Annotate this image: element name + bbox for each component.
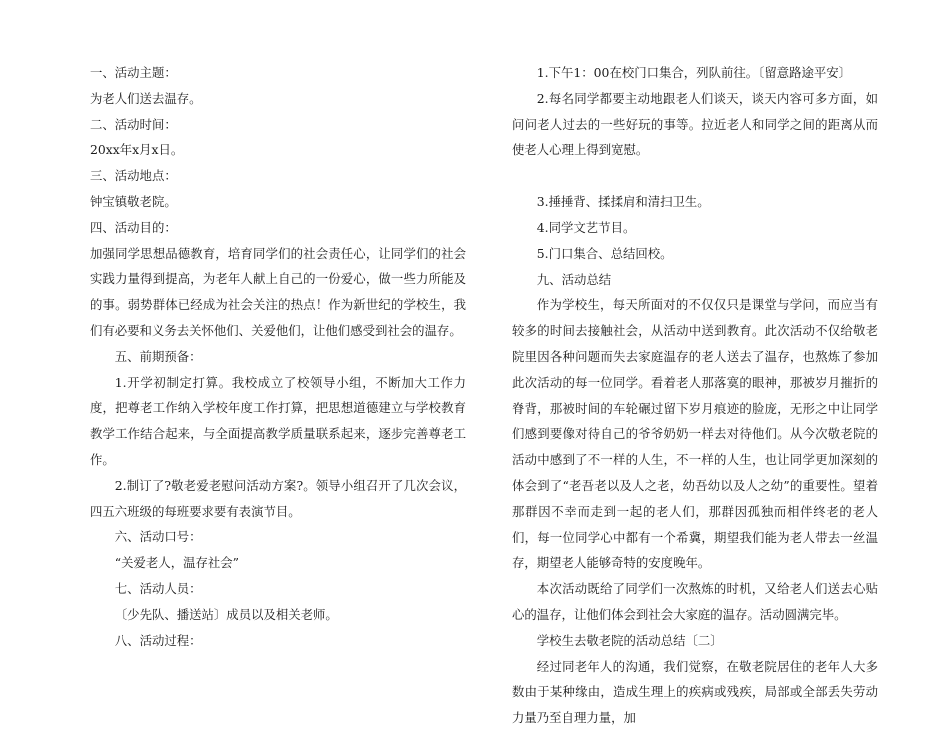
left-para-9: 五、前期预备： — [114, 348, 202, 364]
right-para-5: 5.门口集合、总结回校。 — [536, 245, 673, 261]
right-para-1: 1.下午1：00在校门口集合，列队前往。〔留意路途平安〕 — [536, 65, 852, 80]
paragraph-gap — [512, 163, 878, 189]
left-para-6: 钟宝镇敬老院。 — [90, 193, 177, 209]
right-para-8: 本次活动既给了同学们一次熬炼的时机，又给老人们送去心贴心的温存，让他们体会到社会大家庭的温存。活动圆满完毕。 — [512, 581, 878, 622]
right-para-4: 4.同学文艺节目。 — [536, 219, 636, 235]
left-para-7: 四、活动目的： — [90, 219, 177, 235]
left-para-12: 六、活动口号： — [114, 529, 202, 545]
right-para-3: 3.捶捶背、揉揉肩和清扫卫生。 — [536, 194, 710, 210]
left-para-15: 〔少先队、播送站〕成员以及相关老师。 — [114, 606, 338, 622]
right-para-10: 经过同老年人的沟通，我们觉察，在敬老院居住的老年人大多数由于某种缘由，造成生理上的疾病或残疾，局部或全部丢失劳动力量乃至自理力量，加 — [512, 658, 878, 726]
left-para-13: “关爱老人，温存社会” — [114, 555, 239, 571]
left-para-16: 八、活动过程： — [114, 632, 202, 648]
left-para-3: 二、活动时间： — [90, 116, 177, 132]
left-para-1: 一、活动主题： — [90, 65, 177, 80]
left-para-10: 1.开学初制定打算。我校成立了校领导小组，不断加大工作力度，把尊老工作纳入学校年度工作打算，把思想道德建立与学校教育教学工作结合起来，与全面提高教学质量联系起来，逐步完善尊老工作。 — [90, 374, 466, 467]
left-para-2: 为老人们送去温存。 — [90, 90, 202, 106]
right-para-2: 2.每名同学都要主动地跟老人们谈天，谈天内容可多方面，如问问老人过去的一些好玩的事等。拉近老人和同学之间的距离从而使老人心理上得到宽慰。 — [512, 90, 878, 158]
left-para-5: 三、活动地点： — [90, 168, 177, 184]
right-para-9: 学校生去敬老院的活动总结〔二〕 — [536, 632, 723, 648]
left-para-11: 2.制订了?敬老爱老慰问活动方案?。领导小组召开了几次会议，四五六班级的每班要求要有表演节目。 — [90, 477, 466, 519]
left-para-8: 加强同学思想品德教育，培育同学们的社会责任心，让同学们的社会实践力量得到提高，为老年人献上自己的一份爱心，做一些力所能及的事。弱势群体已经成为社会关注的热点！作为新世纪的学校生，我们有必要和义务去关怀他们、关爱他们，让他们感受到社会的温存。 — [90, 245, 466, 338]
right-para-6: 九、活动总结 — [536, 271, 612, 287]
left-para-14: 七、活动人员： — [114, 580, 202, 596]
right-para-7: 作为学校生，每天所面对的不仅仅只是课堂与学问，而应当有较多的时间去接触社会，从活动中送到教育。此次活动不仅给敬老院里因各种问题而失去家庭温存的老人送去了温存，也熬炼了参加此次活动的每一位同学。看着老人那落寞的眼神，那被岁月摧折的脊背，那被时间的车轮碾过留下岁月痕迹的脸庞，无形之中让同学们感到要像对待自己的爷爷奶奶一样去对待他们。从今次敬老院的活动中感到了不一样的人生，不一样的人生，也让同学更加深刻的体会到了“老吾老以及人之老，幼吾幼以及人之幼”的重要性。望着那群因不幸而走到一起的老人们，那群因孤独而相伴终老的老人们，每一位同学心中都有一个希冀，期望我们能为老人带去一丝温存，期望老人能够奇特的安度晚年。 — [512, 297, 878, 571]
left-para-4: 20xx年x月x日。 — [90, 142, 184, 158]
left-column — [90, 60, 466, 653]
right-column — [512, 60, 878, 731]
